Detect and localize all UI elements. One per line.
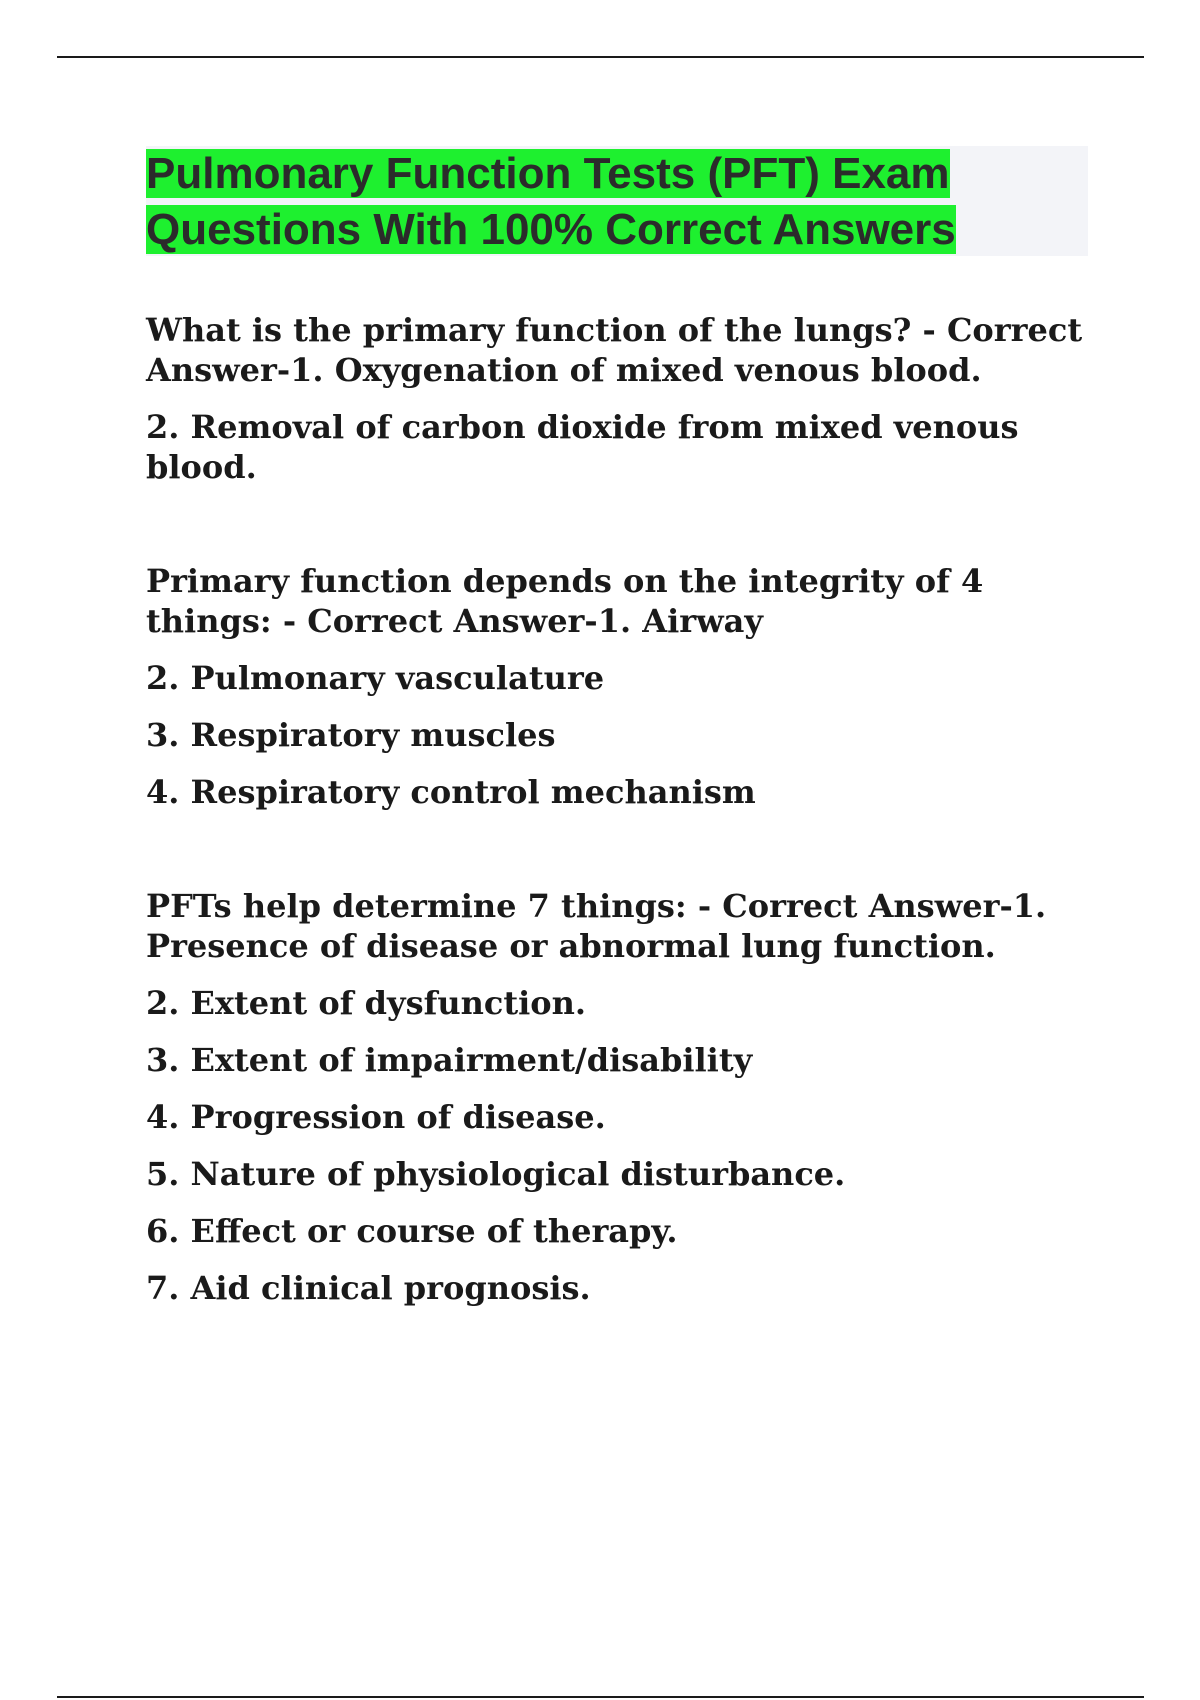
title-line-2: Questions With 100% Correct Answers bbox=[146, 205, 956, 254]
answer-line: 2. Removal of carbon dioxide from mixed venous blood. bbox=[146, 408, 1019, 486]
qa-content bbox=[146, 310, 1096, 1382]
footer-rule bbox=[57, 1696, 1144, 1698]
title-box bbox=[146, 146, 1088, 256]
title-line-1: Pulmonary Function Tests (PFT) Exam bbox=[146, 149, 950, 198]
answer-line: 3. Extent of impairment/disability bbox=[146, 1041, 753, 1079]
question-text: PFTs help determine 7 things: - Correct Answer-1. Presence of disease or abnormal lung function. bbox=[146, 887, 1047, 965]
qa-block-2 bbox=[146, 561, 1096, 812]
question-text: Primary function depends on the integrity of 4 things: - Correct Answer-1. Airway bbox=[146, 562, 984, 640]
answer-line: 7. Aid clinical prognosis. bbox=[146, 1269, 591, 1307]
question-text: What is the primary function of the lungs? - Correct Answer-1. Oxygenation of mixed venous blood. bbox=[146, 311, 1083, 389]
qa-block-1 bbox=[146, 310, 1096, 487]
answer-line: 4. Progression of disease. bbox=[146, 1098, 606, 1136]
page-title bbox=[146, 146, 1088, 258]
answer-line: 3. Respiratory muscles bbox=[146, 716, 556, 754]
answer-line: 2. Pulmonary vasculature bbox=[146, 659, 605, 697]
answer-line: 6. Effect or course of therapy. bbox=[146, 1212, 678, 1250]
answer-line: 2. Extent of dysfunction. bbox=[146, 984, 587, 1022]
qa-block-3 bbox=[146, 886, 1096, 1308]
answer-line: 5. Nature of physiological disturbance. bbox=[146, 1155, 846, 1193]
header-rule bbox=[57, 56, 1144, 58]
answer-line: 4. Respiratory control mechanism bbox=[146, 773, 756, 811]
